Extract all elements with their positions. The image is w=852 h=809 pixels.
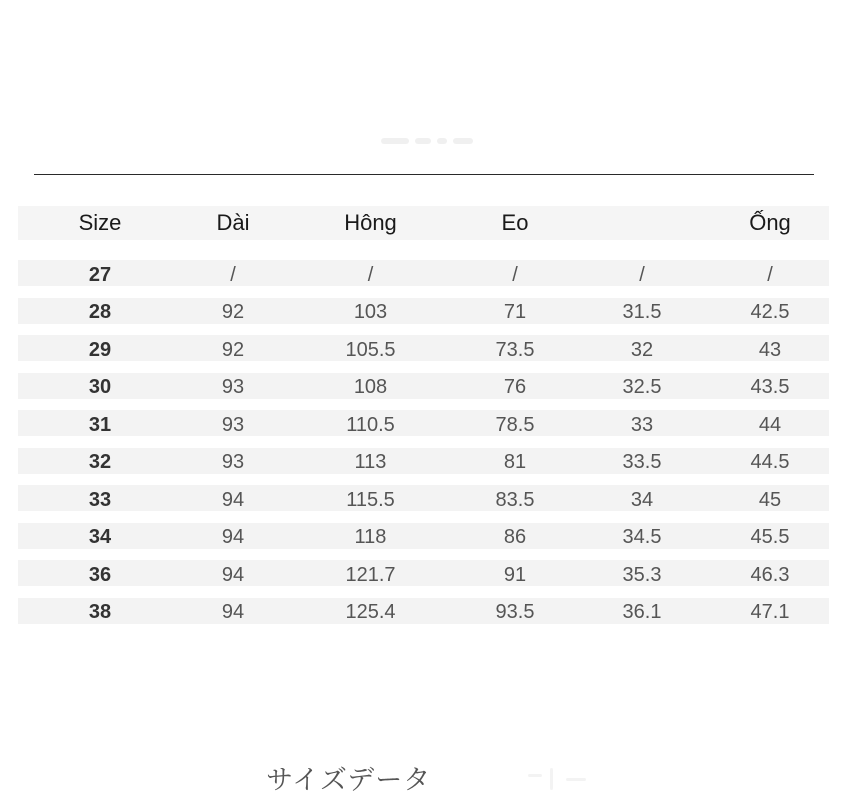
- table-cell: 110.5: [346, 413, 395, 436]
- table-cell: 115.5: [346, 488, 395, 511]
- size-cell: 33: [88, 488, 112, 511]
- table-body: [18, 260, 829, 624]
- table-cell: 46.3: [750, 563, 790, 586]
- table-cell: 94: [221, 488, 245, 511]
- table-cell: 78.5: [495, 413, 535, 436]
- table-cell: 34: [630, 488, 654, 511]
- table-cell: 108: [353, 376, 388, 398]
- table-cell: 92: [221, 338, 245, 361]
- table-cell: /: [512, 263, 518, 286]
- table-cell: 121.7: [345, 563, 396, 586]
- table-cell: 81: [503, 451, 527, 473]
- table-cell: 71: [503, 301, 527, 323]
- table-cell: 45: [758, 488, 782, 511]
- header-hip: Hông: [344, 210, 397, 235]
- table-cell: 35.3: [622, 563, 662, 586]
- header-length: Dài: [216, 210, 250, 235]
- table-row: [18, 410, 829, 436]
- size-cell: 28: [88, 301, 112, 323]
- faded-watermark: [372, 130, 482, 152]
- table-header-row: [18, 206, 829, 240]
- faded-footer-mark: [522, 766, 602, 796]
- table-cell: 47.1: [750, 601, 790, 623]
- table-cell: 94: [221, 563, 245, 586]
- header-blank: [592, 206, 692, 240]
- size-cell: 30: [88, 376, 112, 398]
- header-leg-opening: Ống: [749, 210, 791, 235]
- size-cell: 34: [88, 526, 112, 548]
- header-size: Size: [78, 210, 122, 235]
- table-cell: 32: [630, 338, 654, 361]
- table-cell: 43: [758, 338, 782, 361]
- table-cell: 45.5: [750, 526, 790, 548]
- table-row: [18, 260, 829, 286]
- top-divider: [34, 174, 814, 175]
- table-cell: 118: [354, 526, 387, 548]
- table-cell: 44: [758, 413, 782, 436]
- table-cell: 32.5: [622, 376, 662, 398]
- table-cell: 42.5: [750, 301, 790, 323]
- size-cell: 29: [88, 338, 112, 361]
- table-row: [18, 448, 829, 474]
- table-row: [18, 523, 829, 549]
- table-cell: 76: [503, 376, 527, 398]
- table-row: [18, 373, 829, 399]
- table-cell: 92: [221, 301, 245, 323]
- table-cell: 94: [221, 526, 245, 548]
- size-cell: 27: [88, 263, 112, 286]
- table-cell: 93.5: [495, 601, 535, 623]
- table-cell: 83.5: [495, 488, 535, 511]
- table-cell: 33: [630, 413, 654, 436]
- footer-caption: サイズデータ: [266, 765, 432, 796]
- table-cell: 93: [221, 376, 245, 398]
- table-cell: 93: [221, 413, 245, 436]
- table-row: [18, 560, 829, 586]
- table-cell: 103: [353, 301, 388, 323]
- table-cell: /: [230, 263, 236, 286]
- table-cell: 73.5: [495, 338, 535, 361]
- table-cell: /: [767, 263, 773, 286]
- header-waist: Eo: [501, 210, 529, 235]
- table-cell: /: [367, 263, 374, 286]
- size-cell: 38: [88, 601, 112, 623]
- table-cell: 31.5: [622, 301, 662, 323]
- table-row: [18, 485, 829, 511]
- table-cell: 33.5: [622, 451, 662, 473]
- table-cell: 105.5: [345, 338, 396, 361]
- table-cell: 94: [221, 601, 245, 623]
- table-cell: 93: [221, 451, 245, 473]
- size-cell: 36: [88, 563, 112, 586]
- table-cell: 34.5: [622, 526, 662, 548]
- size-cell: 32: [88, 451, 112, 473]
- table-cell: 43.5: [750, 376, 790, 398]
- table-cell: 86: [503, 526, 527, 548]
- table-cell: 91: [503, 563, 527, 586]
- size-table: [18, 206, 829, 635]
- table-row: [18, 298, 829, 324]
- table-cell: 36.1: [622, 601, 662, 623]
- table-row: [18, 335, 829, 361]
- table-cell: 113: [354, 451, 387, 473]
- table-row: [18, 598, 829, 624]
- table-cell: 125.4: [345, 601, 396, 623]
- table-cell: 44.5: [750, 451, 790, 473]
- table-cell: /: [639, 263, 645, 286]
- size-cell: 31: [88, 413, 112, 436]
